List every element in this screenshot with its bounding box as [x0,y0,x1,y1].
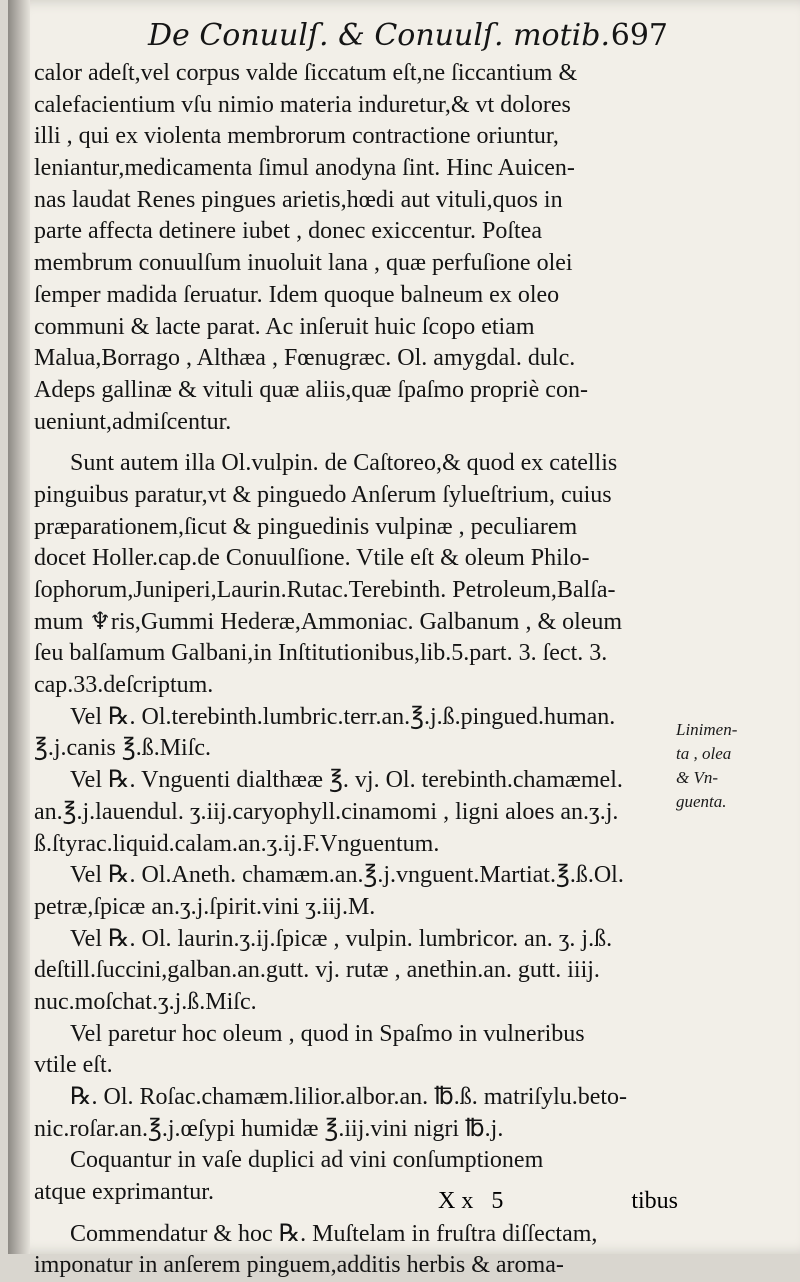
text-line: ueniunt,admiſcentur. [34,408,232,435]
text-line: membrum conuulſum inuoluit lana , quæ perfuſione olei [34,250,573,277]
text-line: Vel ℞. Ol.Aneth. chamæm.an.℥.j.vnguent.Martiat.℥.ß.Ol. [70,862,624,889]
text-line: Vel ℞. Ol. laurin.ʒ.ij.ſpicæ , vulpin. lumbricor. an. ʒ. j.ß. [70,925,613,952]
text-line: calefacientium vſu nimio materia induretur,& vt dolores [34,91,571,118]
text-line: nuc.moſchat.ʒ.j.ß.Miſc. [34,988,257,1015]
text-line: docet Holler.cap.de Conuulſione. Vtile eſt & oleum Philo- [34,545,590,572]
text-line: cap.33.deſcriptum. [34,672,214,699]
text-line: Malua,Borrago , Althæa , Fœnugræc. Ol. amygdal. dulc. [34,345,576,372]
text-line: atque exprimantur. [34,1179,214,1206]
text-line: ſophorum,Juniperi,Laurin.Rutac.Terebinth. Petroleum,Balſa- [34,577,616,603]
text-line: calor adeſt,vel corpus valde ſiccatum eſt,ne ſiccantium & [34,60,578,86]
text-line: pinguibus paratur,vt & pinguedo Anſerum ſylueſtrium, cuius [34,481,612,508]
page-gutter-shadow [8,0,30,1254]
margin-note-line: Linimen- [676,720,738,739]
text-line: Vel ℞. Vnguenti dialthææ ℥. vj. Ol. terebinth.chamæmel. [70,767,623,794]
text-line: ſemper madida ſeruatur. Idem quoque balneum ex oleo [34,281,560,308]
text-line: Commendatur & hoc ℞. Muſtelam in fruſtra diſſectam, [70,1220,598,1247]
text-line: leniantur,medicamenta ſimul anodyna ſint. Hinc Auicen- [34,155,575,182]
margin-note [676,718,796,814]
text-line: communi & lacte parat. Ac inſeruit huic ſcopo etiam [34,313,535,340]
running-head: De Conuulſ. & Conuulſ. motib. [148,18,610,53]
text-line: vtile eſt. [34,1052,113,1079]
text-line: deſtill.ſuccini,galban.an.gutt. vj. rutæ , anethin.an. gutt. iiij. [34,957,600,984]
text-line: mum ♆ris,Gummi Hederæ,Ammoniac. Galbanum , & oleum [34,608,623,635]
text-line: ß.ſtyrac.liquid.calam.an.ʒ.ij.F.Vnguentum. [34,830,440,857]
catchword: tibus [631,1188,678,1214]
book-page [8,0,800,1279]
text-line: imponatur in anſerem pinguem,additis herbis & aroma- [34,1252,564,1279]
text-line: nic.roſar.an.℥.j.œſypi humidæ ℥.iij.vini nigri ℔.j. [34,1115,504,1142]
text-line: Vel paretur hoc oleum , quod in Spaſmo in vulneribus [70,1020,585,1047]
text-line: Vel ℞. Ol.terebinth.lumbric.terr.an.℥.j.ß.pingued.human. [70,703,616,730]
margin-note-line: ta , olea [676,744,732,763]
text-line: illi , qui ex violenta membrorum contractione oriuntur, [34,123,559,150]
page-footer [438,1188,678,1228]
text-line: Coquantur in vaſe duplici ad vini conſumptionem [70,1147,544,1174]
text-line: ℥.j.canis ℥.ß.Miſc. [34,735,212,762]
text-line: ſeu balſamum Galbani,in Inſtitutionibus,lib.5.part. 3. ſect. 3. [34,640,608,667]
text-line: Sunt autem illa Ol.vulpin. de Caſtoreo,& quod ex catellis [70,450,618,477]
text-line: præparationem,ſicut & pinguedinis vulpinæ , peculiarem [34,513,578,540]
text-line: an.℥.j.lauendul. ʒ.iij.caryophyll.cinamomi , ligni aloes an.ʒ.j. [34,798,619,825]
margin-note-line: guenta. [676,792,727,811]
page-number: 697 [610,18,668,53]
text-line: Adeps gallinæ & vituli quæ aliis,quæ ſpaſmo propriè con- [34,376,588,403]
signature-mark: Xx 5 [438,1188,510,1214]
text-line: nas laudat Renes pingues arietis,hœdi aut vituli,quos in [34,186,563,213]
page-header [148,18,668,62]
margin-note-line: & Vn- [676,768,719,787]
text-line: ℞. Ol. Roſac.chamæm.lilior.albor.an. ℔.ß. matriſylu.beto- [70,1084,628,1110]
text-line: parte affecta detinere iubet , donec exiccentur. Poſtea [34,218,542,245]
body-text [34,58,670,1282]
text-line: petræ,ſpicæ an.ʒ.j.ſpirit.vini ʒ.iij.M. [34,893,376,920]
